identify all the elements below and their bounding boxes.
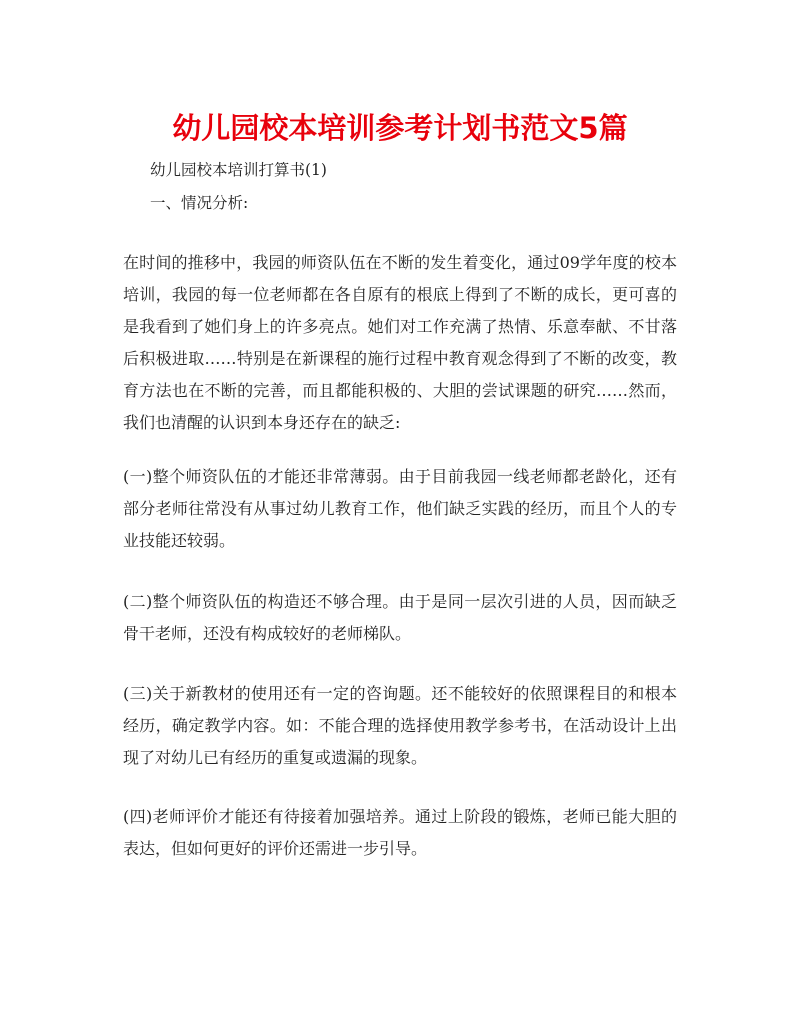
paragraph-point-2: (二)整个师资队伍的构造还不够合理。由于是同一层次引进的人员，因而缺乏骨干老师，还没有构成较好的老师梯队。	[123, 592, 677, 643]
paragraph-point-4: (四)老师评价才能还有待接着加强培养。通过上阶段的锻炼，老师已能大胆的表达，但如何更好的评价还需进一步引导。	[123, 807, 677, 858]
paragraph-intro: 在时间的推移中，我园的师资队伍在不断的发生着变化，通过09学年度的校本培训，我园的每一位老师都在各自原有的根底上得到了不断的成长，更可喜的是我看到了她们身上的许多亮点。她们对工作充满了热情、乐意奉献、不甘落后积极进取……特别是在新课程的施行过程中教育观念得到了不断的改变，教育方法也在不断的完善，而且都能积极的、大胆的尝试课题的研究……然而，我们也清醒的认识到本身还存在的缺乏:	[123, 253, 677, 432]
document-title: 幼儿园校本培训参考计划书范文5篇	[172, 111, 628, 145]
section-heading: 一、情况分析:	[150, 194, 249, 212]
paragraph-point-1: (一)整个师资队伍的才能还非常薄弱。由于目前我园一线老师都老龄化，还有部分老师往常没有从事过幼儿教育工作，他们缺乏实践的经历，而且个人的专业技能还较弱。	[123, 467, 677, 550]
document-subtitle: 幼儿园校本培训打算书(1)	[150, 161, 327, 179]
paragraph-point-3: (三)关于新教材的使用还有一定的咨询题。还不能较好的依照课程目的和根本经历，确定教学内容。如：不能合理的选择使用教学参考书，在活动设计上出现了对幼儿已有经历的重复或遗漏的现象。	[123, 684, 677, 767]
